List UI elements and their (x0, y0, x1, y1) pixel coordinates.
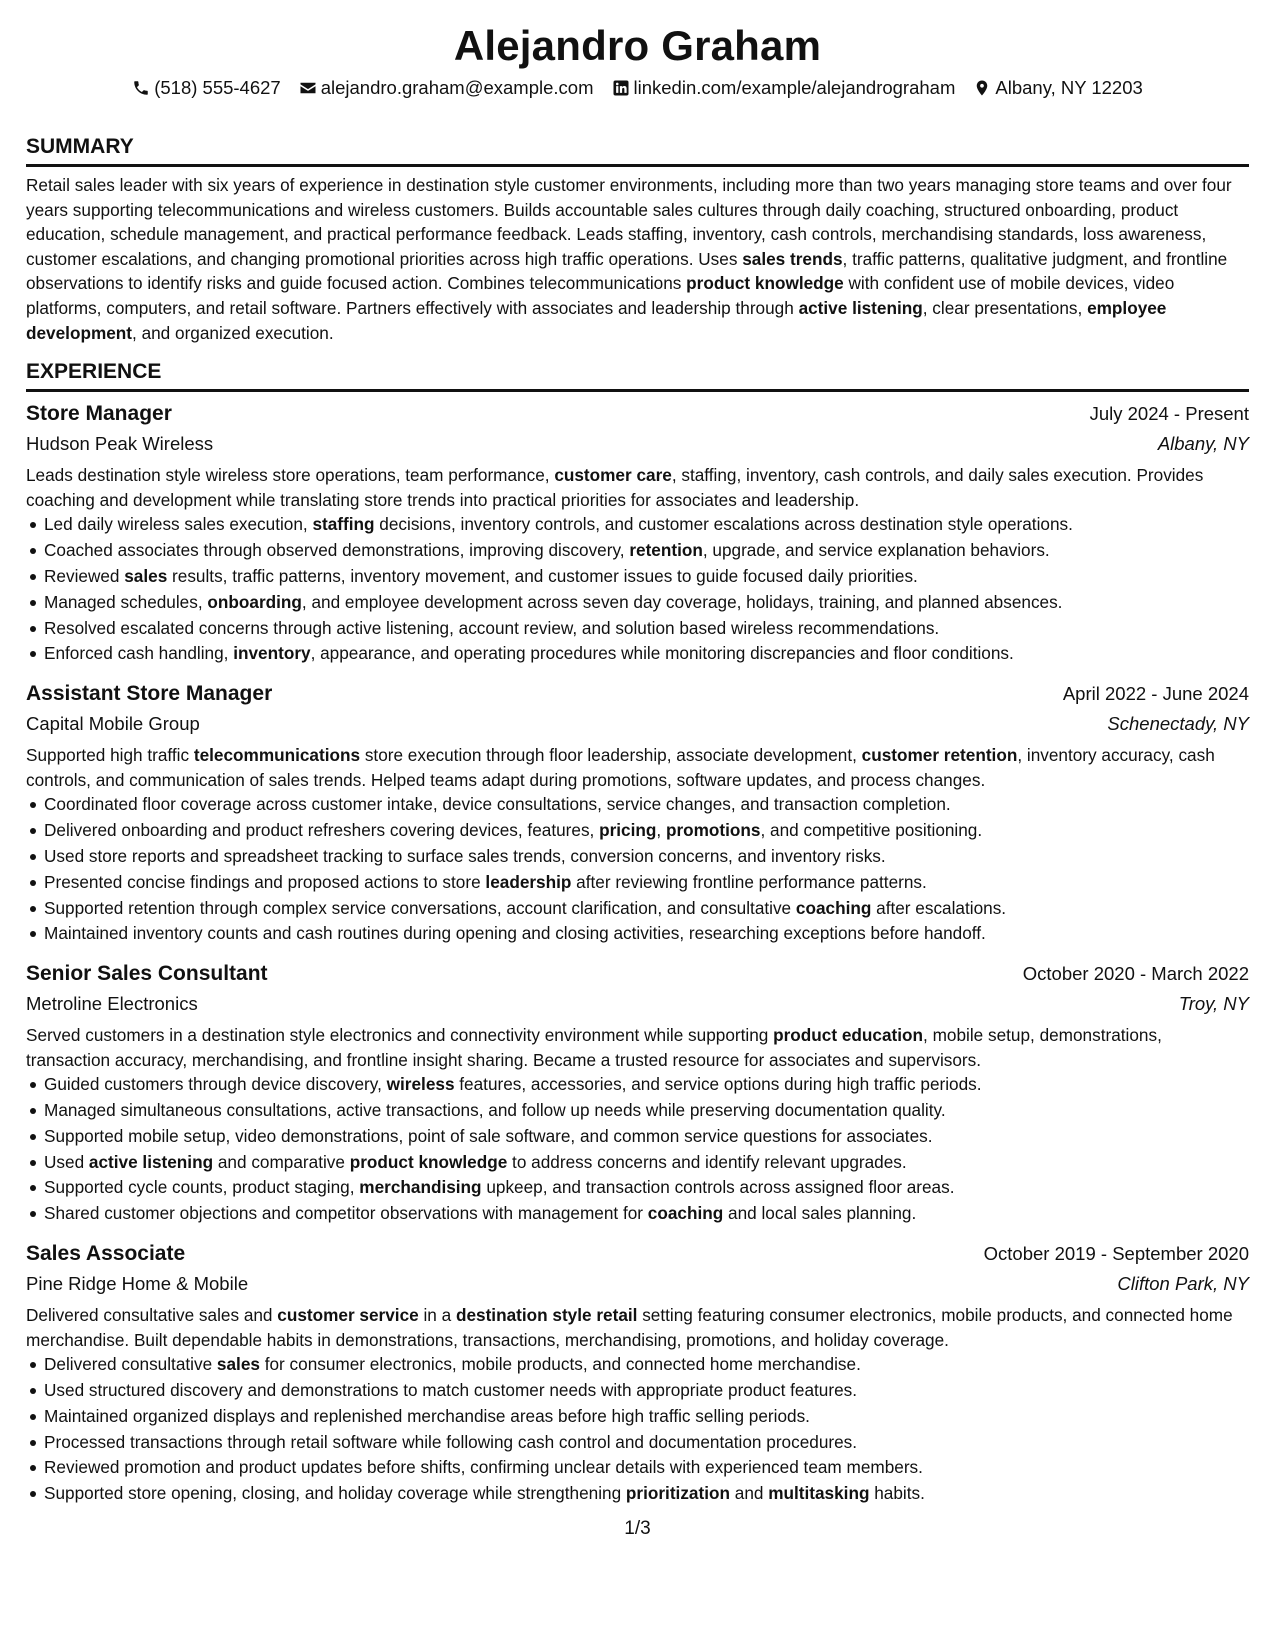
job-title-row (26, 399, 1249, 429)
job-bullet-list (26, 512, 1249, 667)
job-bullet-emphasis: staffing (312, 514, 375, 535)
job-bullet-emphasis: leadership (485, 871, 572, 892)
job-title: Store Manager (26, 402, 172, 426)
summary-emphasis: active listening (798, 297, 923, 318)
job-bullet: Maintained inventory counts and cash routines during opening and closing activities, researching exceptions before handoff. (44, 921, 1249, 947)
job-company-row (26, 989, 1249, 1019)
summary-emphasis: sales trends (742, 248, 843, 269)
job-bullet: Processed transactions through retail software while following cash control and documentation procedures. (44, 1430, 1249, 1456)
job-company: Metroline Electronics (26, 993, 198, 1015)
email-link[interactable]: alejandro.graham@example.com (320, 77, 594, 98)
experience-heading: EXPERIENCE (26, 359, 1249, 392)
job-dates: April 2022 - June 2024 (1062, 683, 1249, 705)
summary-heading: SUMMARY (26, 134, 1249, 167)
job-location: Schenectady, NY (1107, 713, 1249, 735)
job-location: Albany, NY (1157, 433, 1249, 455)
summary-emphasis: employee development (26, 297, 1167, 343)
job-company-row (26, 709, 1249, 739)
job-description-emphasis: telecommunications (193, 745, 361, 766)
job-bullet-emphasis: product knowledge (349, 1151, 508, 1172)
location-text: Albany, NY 12203 (995, 77, 1143, 98)
candidate-name: Alejandro Graham (453, 22, 822, 69)
job-bullet: Supported cycle counts, product staging, merchandising upkeep, and transaction controls across assigned floor areas. (44, 1175, 1249, 1201)
job-bullet-emphasis: coaching (647, 1203, 724, 1224)
job-bullet: Supported mobile setup, video demonstrations, point of sale software, and common service questions for associates. (44, 1124, 1249, 1150)
job-bullet-list (26, 792, 1249, 947)
job-bullet-emphasis: retention (629, 540, 703, 561)
job-description-emphasis: product education (773, 1025, 924, 1046)
envelope-icon (299, 79, 317, 97)
resume-page (26, 20, 1249, 1507)
job-entry (26, 399, 1249, 667)
phone-text[interactable]: (518) 555-4627 (154, 77, 281, 98)
linkedin-link[interactable]: linkedin.com/example/alejandrograham (633, 77, 956, 98)
job-bullet: Supported retention through complex service conversations, account clarification, and consultative coaching after escalations. (44, 896, 1249, 922)
job-bullet-emphasis: merchandising (359, 1177, 482, 1198)
job-description: Served customers in a destination style electronics and connectivity environment while supporting product education, mobile setup, demonstrations, transaction accuracy, merchandising, and frontline insight sharing. Became a trusted resource for associates and supervisors. (26, 1025, 1162, 1070)
job-bullet-emphasis: wireless (386, 1074, 455, 1095)
job-title: Assistant Store Manager (26, 682, 273, 706)
job-bullet: Enforced cash handling, inventory, appearance, and operating procedures while monitoring discrepancies and floor conditions. (44, 641, 1249, 667)
linkedin-icon (612, 79, 630, 97)
job-bullet: Used store reports and spreadsheet tracking to surface sales trends, conversion concerns, and inventory risks. (44, 844, 1249, 870)
job-location: Troy, NY (1178, 993, 1249, 1015)
job-bullet-list (26, 1072, 1249, 1227)
job-bullet: Delivered consultative sales for consumer electronics, mobile products, and connected home merchandise. (44, 1352, 1249, 1378)
job-bullet-emphasis: onboarding (207, 591, 302, 612)
summary-emphasis: product knowledge (686, 273, 844, 294)
experience-section (26, 359, 1249, 1507)
job-title-row (26, 959, 1249, 989)
job-bullet: Reviewed sales results, traffic patterns, inventory movement, and customer issues to guide focused daily priorities. (44, 564, 1249, 590)
contact-email (299, 76, 594, 100)
contact-phone (132, 76, 281, 100)
job-title: Sales Associate (26, 1242, 186, 1266)
job-bullet: Delivered onboarding and product refreshers covering devices, features, pricing, promotions, and competitive positioning. (44, 818, 1249, 844)
job-title: Senior Sales Consultant (26, 962, 268, 986)
job-description: Leads destination style wireless store operations, team performance, customer care, staffing, inventory, cash controls, and daily sales execution. Provides coaching and development while translating store trends into practical priorities for associates and leadership. (26, 465, 1204, 510)
job-bullet-emphasis: inventory (233, 643, 311, 664)
job-description-emphasis: destination style retail (455, 1305, 638, 1326)
job-entry (26, 959, 1249, 1227)
job-entry (26, 679, 1249, 947)
job-bullet: Used structured discovery and demonstrations to match customer needs with appropriate product features. (44, 1378, 1249, 1404)
job-bullet: Led daily wireless sales execution, staffing decisions, inventory controls, and customer escalations across destination style operations. (44, 512, 1249, 538)
job-title-row (26, 1239, 1249, 1269)
job-bullet: Reviewed promotion and product updates before shifts, confirming unclear details with experienced team members. (44, 1455, 1249, 1481)
job-bullet-emphasis: active listening (88, 1151, 214, 1172)
job-description-emphasis: customer retention (861, 745, 1018, 766)
job-bullet-emphasis: pricing (599, 820, 657, 841)
job-dates: July 2024 - Present (1089, 403, 1249, 425)
contact-linkedin (612, 76, 956, 100)
job-bullet: Coached associates through observed demonstrations, improving discovery, retention, upgrade, and service explanation behaviors. (44, 538, 1249, 564)
job-description-emphasis: customer care (554, 465, 672, 486)
page-number: 1/3 (624, 1518, 651, 1539)
job-bullet-emphasis: sales (124, 565, 168, 586)
job-bullet-emphasis: promotions (665, 820, 761, 841)
job-bullet-emphasis: multitasking (768, 1483, 870, 1504)
job-bullet: Supported store opening, closing, and holiday coverage while strengthening prioritization and multitasking habits. (44, 1481, 1249, 1507)
job-bullet: Shared customer objections and competitor observations with management for coaching and local sales planning. (44, 1201, 1249, 1227)
job-bullet-emphasis: coaching (795, 897, 872, 918)
job-dates: October 2019 - September 2020 (983, 1243, 1249, 1265)
job-bullet-emphasis: sales (216, 1354, 260, 1375)
job-entry (26, 1239, 1249, 1507)
job-bullet-list (26, 1352, 1249, 1507)
job-bullet-emphasis: prioritization (625, 1483, 730, 1504)
job-title-row (26, 679, 1249, 709)
phone-icon (132, 79, 150, 97)
job-bullet: Maintained organized displays and replenished merchandise areas before high traffic selling periods. (44, 1404, 1249, 1430)
job-company: Capital Mobile Group (26, 713, 200, 735)
summary-section (26, 134, 1249, 345)
summary-text: Retail sales leader with six years of experience in destination style customer environments, including more than two years managing store teams and over four years supporting telecommunications and wireless customers. Builds accountable sales cultures through daily coaching, structured onboarding, product education, schedule management, and practical performance feedback. Leads staffing, inventory, cash controls, merchandising standards, loss awareness, customer escalations, and changing promotional priorities across high traffic operations. Uses sales trends, traffic patterns, qualitative judgment, and frontline observations to identify risks and guide focused action. Combines telecommunications product knowledge with confident use of mobile devices, video platforms, computers, and retail software. Partners effectively with associates and leadership through active listening, clear presentations, employee development, and organized execution. (26, 175, 1232, 343)
job-dates: October 2020 - March 2022 (1022, 963, 1249, 985)
job-location: Clifton Park, NY (1117, 1273, 1249, 1295)
job-description: Delivered consultative sales and customer service in a destination style retail setting featuring consumer electronics, mobile products, and connected home merchandise. Built dependable habits in demonstrations, transactions, merchandising, promotions, and holiday coverage. (26, 1305, 1233, 1350)
job-bullet: Coordinated floor coverage across customer intake, device consultations, service changes, and transaction completion. (44, 792, 1249, 818)
job-company-row (26, 429, 1249, 459)
job-description: Supported high traffic telecommunications store execution through floor leadership, associate development, customer retention, inventory accuracy, cash controls, and communication of sales trends. Helped teams adapt during promotions, software updates, and process changes. (26, 745, 1215, 790)
job-bullet: Guided customers through device discovery, wireless features, accessories, and service options during high traffic periods. (44, 1072, 1249, 1098)
job-company-row (26, 1269, 1249, 1299)
job-company: Pine Ridge Home & Mobile (26, 1273, 249, 1295)
contact-location (973, 76, 1142, 100)
job-bullet: Used active listening and comparative product knowledge to address concerns and identify relevant upgrades. (44, 1150, 1249, 1176)
contact-bar (26, 76, 1249, 100)
job-description-emphasis: customer service (277, 1305, 419, 1326)
job-bullet: Resolved escalated concerns through active listening, account review, and solution based wireless recommendations. (44, 616, 1249, 642)
job-bullet: Managed schedules, onboarding, and employee development across seven day coverage, holidays, training, and planned absences. (44, 590, 1249, 616)
job-bullet: Managed simultaneous consultations, active transactions, and follow up needs while preserving documentation quality. (44, 1098, 1249, 1124)
job-bullet: Presented concise findings and proposed actions to store leadership after reviewing frontline performance patterns. (44, 870, 1249, 896)
job-list (26, 399, 1249, 1507)
map-pin-icon (973, 79, 991, 97)
job-company: Hudson Peak Wireless (26, 433, 214, 455)
